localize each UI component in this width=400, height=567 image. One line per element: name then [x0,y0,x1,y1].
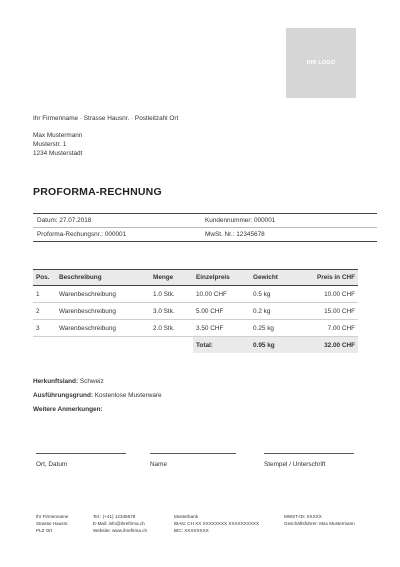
total-row [33,337,358,354]
col-header-pos: Pos. [33,270,56,286]
vat-number: MwSt. Nr.: 12345678 [205,231,265,238]
reason-label: Ausführungsgrund: [33,392,93,399]
origin-line [33,378,162,392]
col-header-quantity: Menge [150,270,193,286]
table-row [33,286,358,303]
cell-quantity: 2.0 Stk. [150,320,193,337]
footer-manager: Geschäftsführer: Max Mustermann [284,521,355,526]
signature-label-stamp: Stempel / Unterschrift [264,461,326,468]
origin-value: Schweiz [79,378,104,385]
total-weight: 0.95 kg [250,337,303,354]
cell-description: Warenbeschreibung [56,286,150,303]
cell-weight: 0.5 kg [250,286,303,303]
sender-address-line: Ihr Firmenname · Strasse Hausnr. · Postleitzahl Ort [33,115,179,122]
shipment-info [33,378,162,420]
signature-line-place-date [36,453,126,454]
footer-company-city: PLZ Ort [36,528,53,533]
invoice-meta-box [33,213,377,242]
items-table [33,269,358,353]
logo-text: IHR LOGO [306,60,336,66]
footer-company-name: Ihr Firmenname [36,514,69,519]
footer-email: E-Mail: info@ihrefirma.ch [93,521,145,526]
reason-line [33,392,162,406]
footer-bic: BIC: XXXXXXXX [174,528,209,533]
document-title: PROFORMA-RECHNUNG [33,186,162,198]
signature-line-stamp [264,453,354,454]
company-logo-placeholder [286,28,356,98]
col-header-weight: Gewicht [250,270,303,286]
reason-value: Kostenlose Musterware [94,392,162,399]
total-label: Total: [193,337,250,354]
table-row [33,320,358,337]
cell-pos: 3 [33,320,56,337]
signature-label-name: Name [150,461,168,468]
footer-phone: Tel.: (+41) 12345678 [93,514,136,519]
cell-description: Warenbeschreibung [56,303,150,320]
col-header-price: Preis in CHF [303,270,358,286]
cell-price: 10.00 CHF [303,286,358,303]
col-header-unit-price: Einzelpreis [193,270,250,286]
footer-contact [93,513,147,534]
footer-vat-id: MWST-ID: XXXXX [284,514,322,519]
total-price: 32.00 CHF [303,337,358,354]
cell-weight: 0.2 kg [250,303,303,320]
meta-row [33,227,377,241]
footer-website: Website: www.ihrefirma.ch [93,528,148,533]
footer-legal [284,513,355,527]
cell-price: 7.00 CHF [303,320,358,337]
cell-quantity: 3.0 Stk. [150,303,193,320]
notes-label: Weitere Anmerkungen: [33,406,103,413]
cell-pos: 2 [33,303,56,320]
cell-pos: 1 [33,286,56,303]
cell-price: 15.00 CHF [303,303,358,320]
footer-iban: IBAN: CH XX XXXXXXXX XXXXXXXXXX [174,521,260,526]
invoice-number: Proforma-Rechungsnr.: 000001 [37,231,127,238]
recipient-address [33,131,82,158]
footer-company [36,513,69,534]
table-row [33,303,358,320]
customer-number: Kundennummer: 000001 [205,217,276,224]
recipient-name: Max Mustermann [33,132,83,139]
recipient-city: 1234 Musterstadt [33,150,83,157]
cell-weight: 0.25 kg [250,320,303,337]
footer-bank-name: Musterbank [174,514,199,519]
cell-unit-price: 3.50 CHF [193,320,250,337]
cell-quantity: 1.0 Stk. [150,286,193,303]
cell-description: Warenbeschreibung [56,320,150,337]
signature-label-place-date: Ort, Datum [36,461,68,468]
meta-row [33,214,377,227]
signature-line-name [150,453,236,454]
cell-unit-price: 10.00 CHF [193,286,250,303]
notes-line [33,406,162,420]
col-header-description: Beschreibung [56,270,150,286]
footer-company-street: Strasse Hausnr. [36,521,69,526]
recipient-street: Musterstr. 1 [33,141,67,148]
origin-label: Herkunftsland: [33,378,79,385]
invoice-date: Datum: 27.07.2018 [37,217,92,224]
footer-bank [174,513,259,534]
cell-unit-price: 5.00 CHF [193,303,250,320]
table-header-row [33,270,358,286]
